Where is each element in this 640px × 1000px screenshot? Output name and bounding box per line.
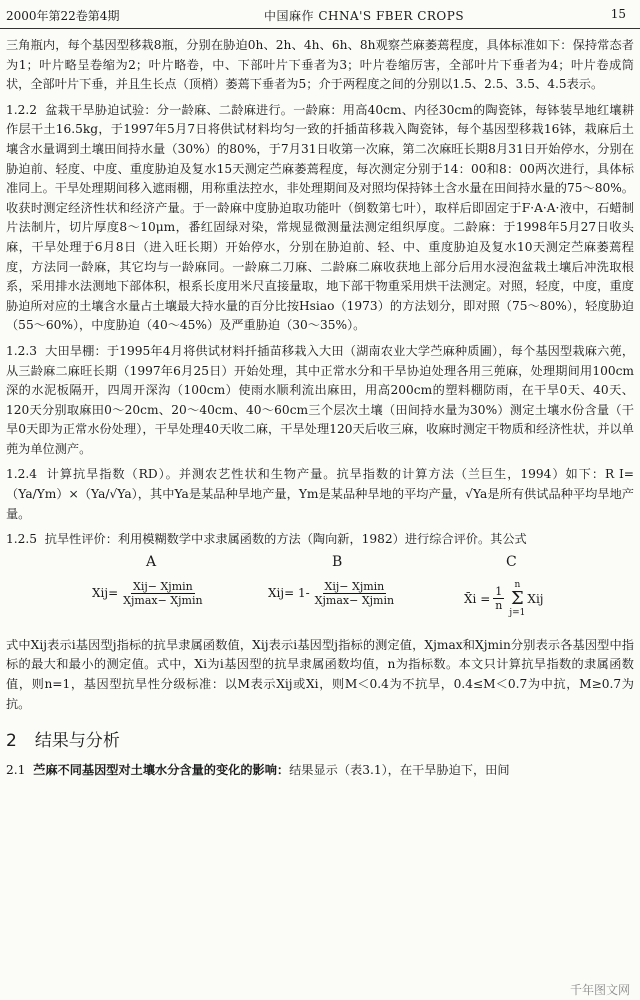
header-issue: 2000年第22卷第4期: [6, 9, 120, 23]
formula-a-denominator: Xjmax− Xjmin: [123, 593, 203, 607]
section-number: 2: [6, 731, 17, 752]
formula-c-sum-top: n: [514, 579, 521, 590]
formula-c-label: C: [506, 553, 517, 570]
sigma-icon: Σ: [511, 587, 524, 609]
subsection-number: 1.2.4: [6, 467, 38, 482]
formula-c: [464, 580, 544, 618]
formula-b-fraction: [313, 580, 396, 607]
subsection-number: 2.1: [6, 763, 26, 778]
formula-b-numerator: Xij− Xjmin: [324, 579, 385, 593]
paragraph-text: 抗旱性评价：利用模糊数学中求隶属函数的方法（陶向新，1982）进行综合评价。其公式: [44, 532, 527, 547]
paragraph-drought-index: [6, 465, 634, 524]
formula-b: [268, 580, 399, 607]
watermark: 千年图文网: [569, 983, 630, 997]
section-heading: [6, 726, 634, 751]
subsection-number: 1.2.3: [6, 343, 38, 358]
paragraph-text: 计算抗旱指数（RD）。并测农艺性状和生物产量。抗旱指数的计算方法（兰巨生，1994）如下：R I=（Ya/Ym）×（Ya/√Ya），其中Ya是某品种旱地产量，Ym是某品种旱地的平均产量，√Ya是所有供试品种平均旱地产量。: [6, 467, 634, 521]
paragraph-evaluation: [6, 530, 634, 550]
formula-c-fraction: [493, 585, 504, 612]
page-body: [6, 36, 634, 781]
formula-a-label: A: [146, 553, 157, 570]
paragraph-results-intro: [6, 761, 634, 781]
paragraph-pot-drought-test: [6, 101, 634, 336]
subsection-title: 苎麻不同基因型对土壤水分含量的变化的影响：: [33, 763, 290, 778]
formula-c-numerator: 1: [495, 585, 503, 599]
formula-a: [92, 580, 208, 607]
formula-b-lhs: Xij= 1-: [268, 586, 310, 601]
section-title: 结果与分析: [34, 731, 120, 752]
formula-b-label: B: [332, 553, 343, 570]
formula-c-lhs: X̄i =: [464, 591, 491, 606]
formula-a-lhs: Xij=: [92, 586, 119, 601]
header-page-number: 15: [610, 7, 626, 21]
formula-a-fraction: [121, 580, 204, 607]
formula-c-sum: [509, 580, 525, 618]
paragraph-field-shed: [6, 342, 634, 460]
header-journal-title: 中国麻作 CHNA'S FBER CROPS: [264, 9, 465, 23]
paragraph-wilting-criteria: 三角瓶内，每个基因型移栽8瓶，分别在胁迫0h、2h、4h、6h、8h观察苎麻萎蔫程度，具体标准如下：保持常态者为1；叶片略呈卷缩为2；叶片略卷，中、下部叶片下垂者为3；叶片卷缩厉害，全部叶片下垂者为4；叶片卷成筒状，全部叶片下垂，并且生长点（顶梢）萎蔫下垂者为5；介于两程度之间的分别以1.5、2.5、3.5、4.5表示。: [6, 38, 634, 92]
running-header: [0, 0, 640, 29]
formula-block: [6, 550, 634, 636]
formula-c-denominator: n: [495, 599, 503, 613]
formula-c-term: Xij: [527, 591, 544, 606]
formula-b-denominator: Xjmax− Xjmin: [314, 593, 395, 607]
paragraph-formula-explanation: 式中Xij表示i基因型j指标的抗旱隶属函数值，Xij表示i基因型j指标的测定值，Xjmax和Xjmin分别表示各基因型中指标的最大和最小的测定值。式中，Xi为i基因型的抗旱隶属函数均值，n为指标数。本文只计算抗旱指数的隶属函数值，则n=1，基因型抗旱性分级标准：以M表示Xij或Xi，则M＜0.4为不抗旱，0.4≤M＜0.7为中抗，M≥0.7为抗。: [6, 637, 634, 711]
subsection-number: 1.2.2: [6, 102, 38, 117]
subsection-number: 1.2.5: [6, 532, 38, 547]
paragraph-text: 结果显示（表3.1），在干旱胁迫下，田间: [289, 763, 510, 778]
paragraph-text: 大田旱棚：于1995年4月将供试材料扦插苗移栽入大田（湖南农业大学苎麻种质圃），每个基因型栽麻六蔸，从三龄麻二麻旺长期（1997年6月25日）开始处理，其中正常水分和干旱协迫处理各用三蔸麻，处理期间用100cm深的水泥板隔开，四周开深沟（100cm）使雨水顺利流出麻田，用高200cm的塑料棚防雨，在干旱0天、40天、120天分别取麻田0～20cm、20～40cm、40～60cm三个层次土壤（田间持水量为30%）测定土壤水份含量（干旱0天即为正常水份处理），干旱处理40天收二麻，干旱处理120天后收三麻，收麻时测定干物质和经济性状，并以单蔸为单位测产。: [6, 343, 635, 456]
formula-a-numerator: Xij− Xjmin: [133, 579, 193, 593]
paragraph-text: 盆栽干旱胁迫试验：分一龄麻、二龄麻进行。一龄麻：用高40cm、内径30cm的陶瓷钵，每钵装旱地红壤耕作层干土16.5kg，于1997年5月7日将供试材料均匀一致的扦插苗移栽入陶瓷钵，每个基因型移栽16钵，栽麻后土壤含水量调到土壤田间持水量（30%）的80%，于7月31日收第一次麻，第二次麻旺长期8月31日开始停水，分别在胁迫前、轻度、中度、重度胁迫及复水15天测定苎麻萎蔫程度，每次测定分别于14：00和8：00两次进行，具体标准同上。干旱处理期间移入遮雨棚，用称重法控水，非处理期间及对照均保持钵土含水量在田间持水量的75～80%。收获时测定经济性状和经济产量。于一龄麻中度胁迫取功能叶（倒数第七叶），取样后即固定于F·A·A·液中，石蜡制片法制片，切片厚度8～10μm，番红固绿对染，常规显微测量法测定组织厚度。二龄麻：于1998年5月27日收头麻，干旱处理于6月8日（进入旺长期）开始停水，分别在胁迫前、轻、中、重度胁迫及复水10天测定苎麻萎蔫程度，方法同一龄麻，其它均与一龄麻同。一龄麻二刀麻、二龄麻二麻收获地上部分后用水浸泡盆栽土壤后冲洗取根系，采用排水法测地下部体积，根系长度用米尺直接量取，地下部干物重采用烘干法测定。对照，轻度，中度，重度胁迫所对应的土壤含水量占土壤最大持水量的百分比按Hsiao（1973）的方法划分，即对照（75～80%），轻度胁迫（55～60%），中度胁迫（40～45%）及严重胁迫（30～35%）。: [6, 102, 635, 333]
formula-c-sum-bottom: j=1: [509, 607, 526, 618]
